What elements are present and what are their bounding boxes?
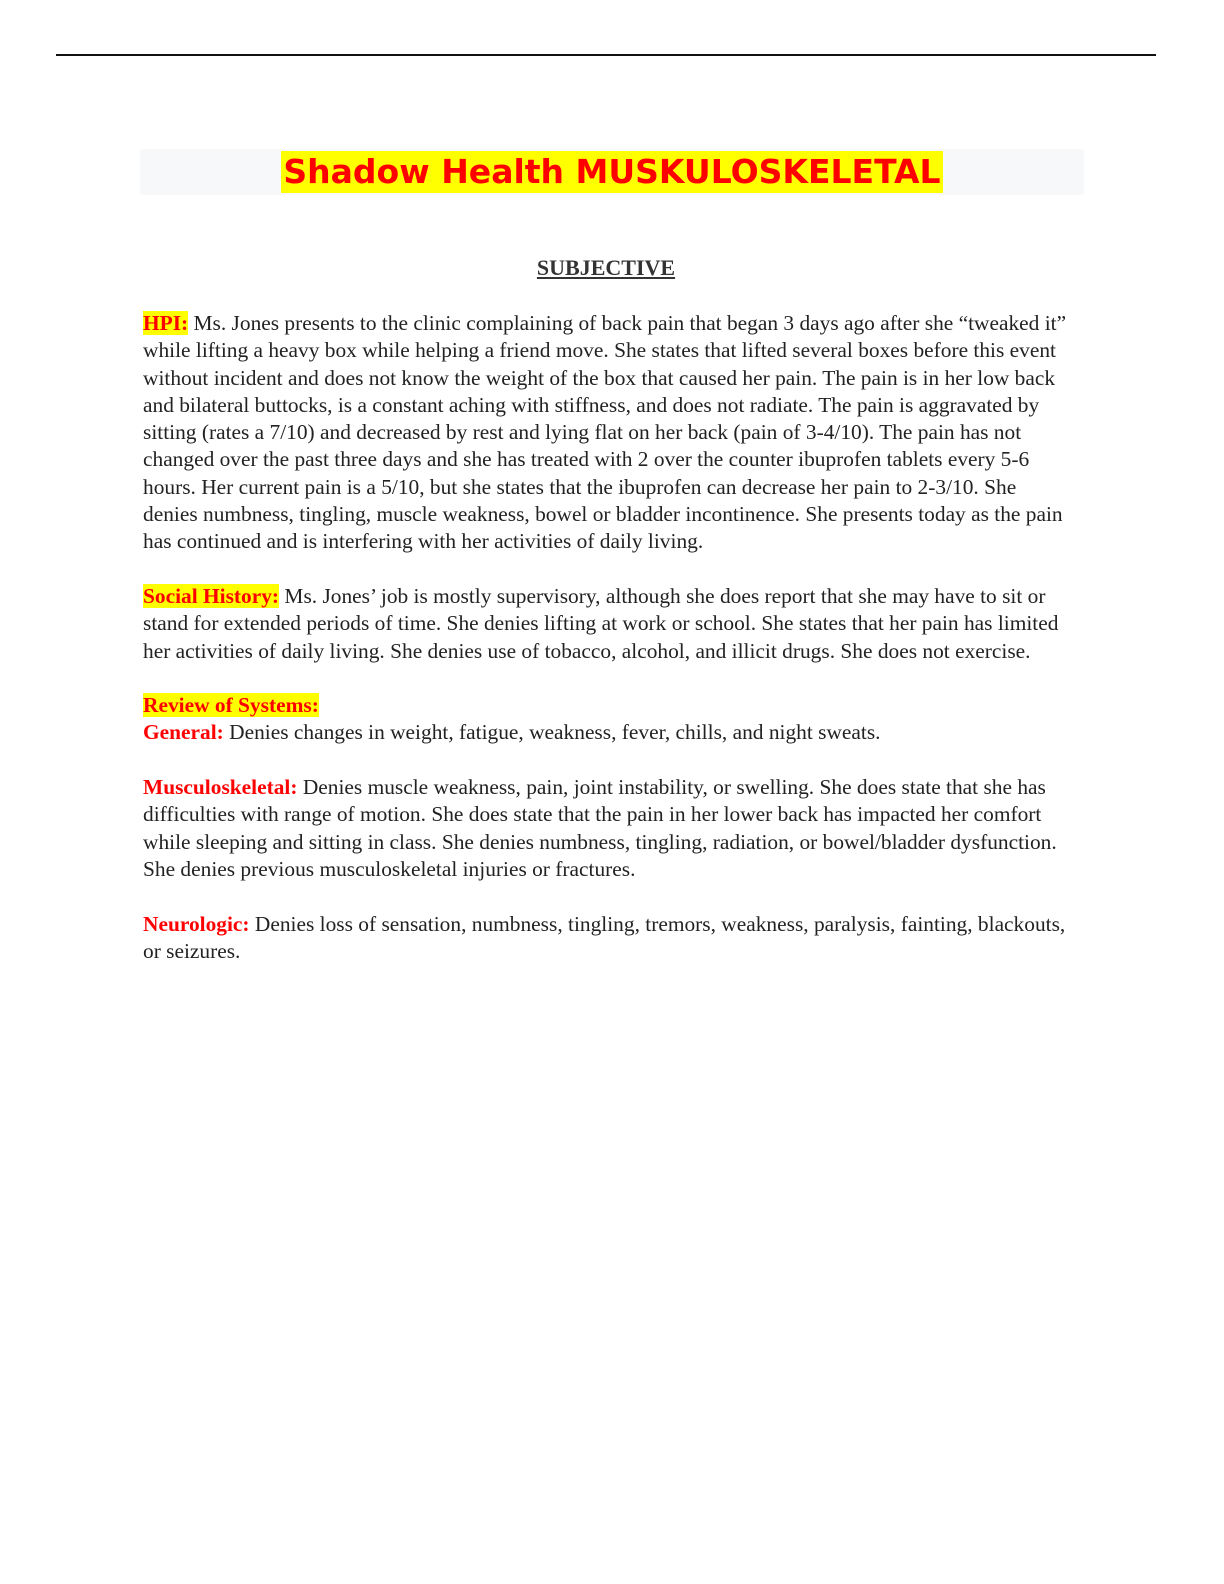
general-label: General: [143,720,224,745]
review-of-systems-block [143,692,1073,747]
general-text: Denies changes in weight, fatigue, weakness, fever, chills, and night sweats. [229,720,881,745]
neurologic-label: Neurologic: [143,911,250,936]
review-of-systems-label: Review of Systems: [143,693,319,718]
hpi-label: HPI: [143,311,189,335]
header-rule [56,54,1156,56]
musculoskeletal-paragraph [143,774,1073,883]
hpi-paragraph [143,310,1073,556]
hpi-text: Ms. Jones presents to the clinic complaining of back pain that began 3 days ago after she “tweaked it” while lifting a heavy box while helping a friend move. She states that lifted several boxes before this event without incident and does not know the weight of the box that caused her pain. The pain is in her low back and bilateral buttocks, is a constant aching with stiffness, and does not radiate. The pain is aggravated by sitting (rates a 7/10) and decreased by rest and lying flat on her back (pain of 3-4/10). The pain has not changed over the past three days and she has treated with 2 over the counter ibuprofen tablets every 5-6 hours. Her current pain is a 5/10, but she states that the ibuprofen can decrease her pain to 2-3/10. She denies numbness, tingling, muscle weakness, bowel or bladder incontinence. She presents today as the pain has continued and is interfering with her activities of daily living. [143,311,1067,554]
musculoskeletal-text: Denies muscle weakness, pain, joint instability, or swelling. She does state that she has difficulties with range of motion. She does state that the pain in her lower back has impacted her comfort while sleeping and sitting in class. She denies numbness, tingling, radiation, or bowel/bladder dysfunction. She denies previous musculoskeletal injuries or fractures. [143,775,1057,881]
neurologic-paragraph [143,911,1073,966]
title-band [140,149,1084,195]
social-history-paragraph [143,583,1073,665]
neurologic-text: Denies loss of sensation, numbness, tingling, tremors, weakness, paralysis, fainting, blackouts, or seizures. [143,911,1066,963]
social-history-text: Ms. Jones’ job is mostly supervisory, although she does report that she may have to sit or stand for extended periods of time. She denies lifting at work or school. She states that her pain has limited her activities of daily living. She denies use of tobacco, alcohol, and illicit drugs. She does not exercise. [143,583,1059,663]
section-heading-subjective: SUBJECTIVE [536,255,676,280]
social-history-label: Social History: [143,583,280,608]
document-title: Shadow Health MUSKULOSKELETAL [283,152,941,191]
musculoskeletal-label: Musculoskeletal: [143,775,298,800]
document-body [143,310,1073,992]
